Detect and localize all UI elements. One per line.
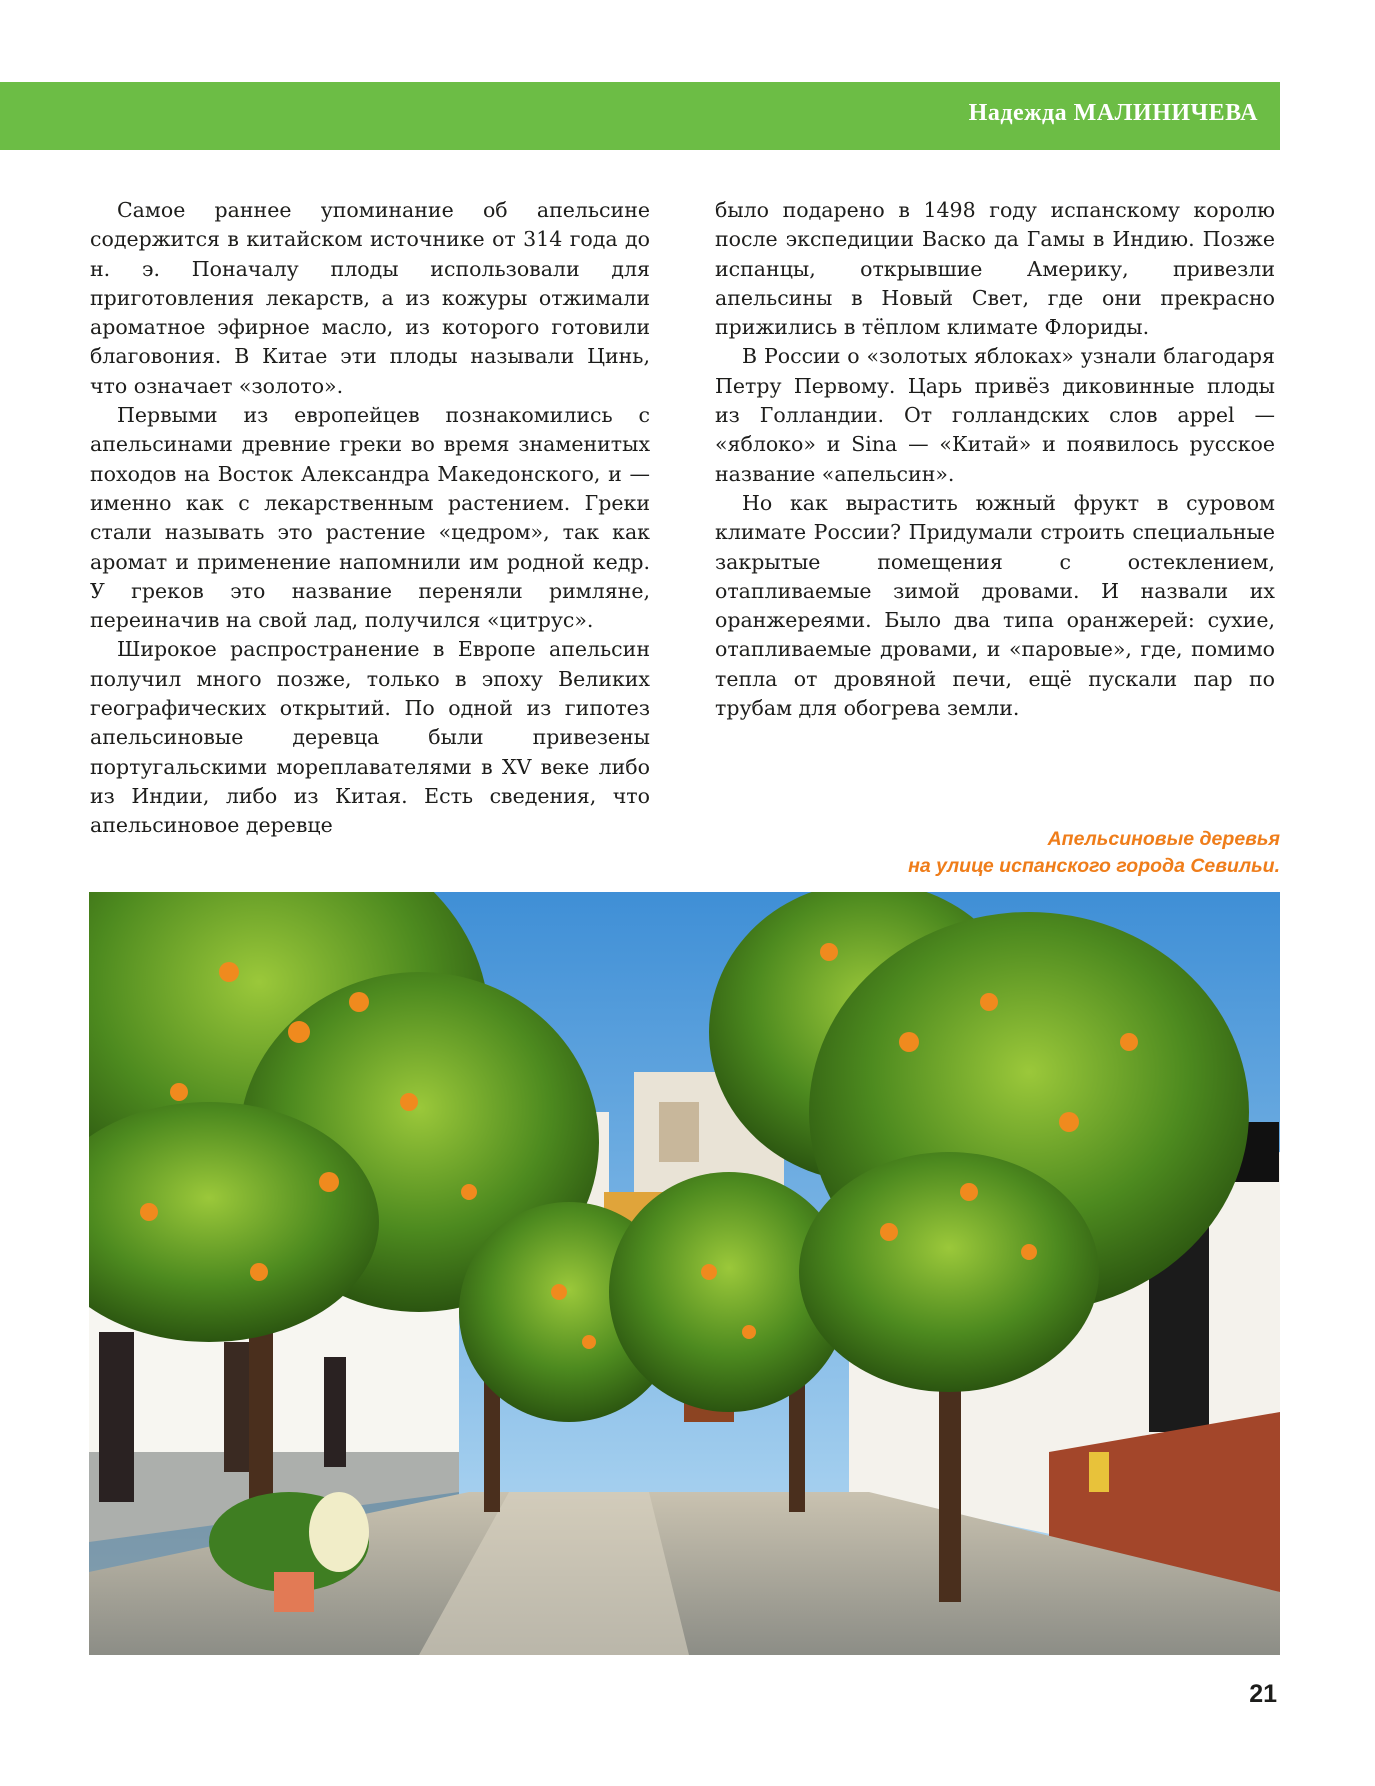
caption-line: на улице испанского города Севильи. <box>908 855 1280 877</box>
text-column-right <box>715 196 1275 723</box>
paragraph: Широкое распространение в Европе апельсин получил много позже, только в эпоху Великих географических открытий. По одной из гипотез апельсиновые деревца были привезены португальскими мореплавателями в XV веке либо из Индии, либо из Китая. Есть сведения, что апельсиновое деревце <box>90 637 650 838</box>
paragraph: В России о «золотых яблоках» узнали благодаря Петру Первому. Царь привёз диковинные плоды из Голландии. От голландских слов appel — «яблоко» и Sina — «Китай» и появилось русское название «апельсин». <box>715 344 1275 486</box>
photo-caption <box>908 826 1280 880</box>
header-bar <box>0 82 1280 150</box>
paragraph: было подарено в 1498 году испанскому королю после экспедиции Васко да Гамы в Индию. Позже испанцы, открывшие Америку, привезли апельсины в Новый Свет, где они прекрасно прижились в тёплом климате Флориды. <box>715 198 1275 340</box>
page-number: 21 <box>1249 1680 1277 1708</box>
paragraph: Самое раннее упоминание об апельсине содержится в китайском источнике от 314 года до н. э. Поначалу плоды использовали для приготовления лекарств, а из кожуры отжимали ароматное эфирное масло, из которого готовили благовония. В Китае эти плоды называли Цинь, что означает «золото». <box>90 198 650 398</box>
paragraph: Но как вырастить южный фрукт в суровом климате России? Придумали строить специальные закрытые помещения с остеклением, отапливаемые зимой дровами. И назвали их оранжереями. Было два типа оранжерей: сухие, отапливаемые дровами, и «паровые», где, помимо тепла от дровяной печи, ещё пускали пар по трубам для обогрева земли. <box>715 490 1275 721</box>
paragraph: Первыми из европейцев познакомились с апельсинами древние греки во время знаменитых походов на Восток Александра Македонского, и — именно как с лекарственным растением. Греки стали называть это растение «цедром», так как аромат и применение напомнили им родной кедр. У греков это название переняли римляне, переиначив на свой лад, получился «цитрус». <box>90 403 650 633</box>
author-name: Надежда МАЛИНИЧЕВА <box>968 100 1258 126</box>
text-column-left <box>90 196 650 841</box>
caption-line: Апельсиновые деревья <box>1047 828 1280 850</box>
street-photo <box>89 892 1280 1655</box>
